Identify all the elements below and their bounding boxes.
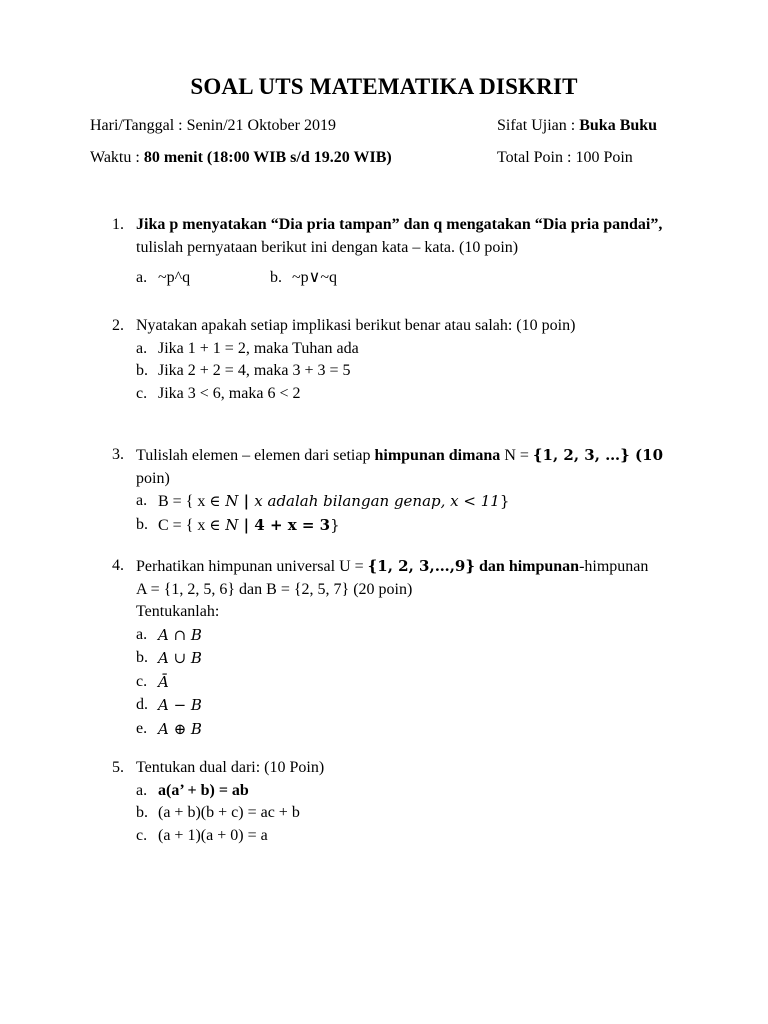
item-letter: b. [136,362,148,379]
option-text: ~p^q [158,269,191,286]
question-text [136,555,692,579]
list-item [136,671,692,695]
question-text-part: -himpunan [579,558,649,575]
item-text: Jika 3 < 6, maka 6 < 2 [158,384,301,402]
question-text: Jika p menyatakan “Dia pria tampan” dan q mengatakan “Dia pria pandai”, [136,216,663,233]
list-item [136,802,692,825]
question-number: 4. [112,557,124,574]
question-text-bold: himpunan dimana [374,447,501,464]
exam-date: Hari/Tanggal : Senin/21 Oktober 2019 [90,117,336,134]
question-text: Nyatakan apakah setiap implikasi berikut benar atau salah: (10 poin) [136,317,576,334]
item-text: B = { x [158,493,210,510]
exam-total-points: Total Poin : 100 Poin [497,149,633,166]
item-text: (a + b)(b + c) = ac + b [158,804,300,821]
item-math: Ā [158,672,169,691]
item-text: a(a’ + b) = ab [158,781,249,799]
list-item [136,490,692,514]
item-text: (a + 1)(a + 0) = a [158,826,268,844]
question-text-part: N = [500,447,533,464]
exam-time [90,149,392,167]
question-number: 2. [112,317,124,334]
exam-nature-value: Buka Buku [579,117,658,134]
list-item [136,780,692,803]
option-letter: a. [136,269,148,286]
list-item [136,624,692,648]
element-of-symbol: ∈ [209,492,226,510]
option-letter: b. [270,269,282,286]
item-letter: a. [136,781,148,799]
question-text-part: Perhatikan himpunan universal U = [136,558,368,575]
item-letter: a. [136,625,148,643]
set-notation: {1, 2, 3, …} (10 [532,446,664,464]
question-number: 5. [112,759,124,776]
exam-nature [497,117,657,135]
answer-options [136,267,692,289]
question-text: Tentukanlah: [136,603,220,620]
list-item [136,647,692,671]
item-letter: b. [136,649,148,666]
page-title: SOAL UTS MATEMATIKA DISKRIT [190,74,578,99]
question-5 [112,757,692,847]
question-text-bold: dan himpunan [475,558,580,575]
list-item [136,383,692,406]
item-math: A ⊕ B [158,719,202,738]
item-math: A − B [158,696,202,714]
item-text: Jika 2 + 2 = 4, maka 3 + 3 = 5 [158,362,351,379]
question-text [136,444,692,468]
item-text: C = { x [158,516,210,534]
item-math: A ∪ B [158,649,202,667]
set-condition: 4 + x = 3 [254,515,331,534]
list-item [136,338,692,361]
list-item [136,718,692,742]
item-letter: a. [136,339,148,357]
item-letter: e. [136,719,148,737]
item-letter: c. [136,826,148,844]
set-condition: x adalah bilangan genap, x < 11 [254,492,500,510]
question-text: Tentukan dual dari: (10 Poin) [136,759,325,776]
set-close-brace: } [330,515,340,534]
list-item [136,360,692,383]
option-text: ~p∨~q [292,269,338,286]
exam-nature-prefix: Sifat Ujian : [497,117,580,134]
set-name: N [225,515,239,534]
item-letter: d. [136,696,148,713]
question-1 [112,214,692,289]
set-close-brace: } [499,492,510,510]
such-that-bar: | [238,515,255,534]
question-3 [112,444,692,537]
such-that-bar: | [238,492,255,510]
question-4 [112,555,692,741]
item-text: Jika 1 + 1 = 2, maka Tuhan ada [158,339,359,357]
item-letter: c. [136,672,148,690]
item-letter: b. [136,515,148,533]
list-item [136,514,692,538]
item-math: A ∩ B [158,625,202,644]
element-of-symbol: ∈ [209,515,226,534]
exam-time-value: 80 menit (18:00 WIB s/d 19.20 WIB) [143,149,392,166]
set-name: N [225,492,239,510]
set-notation: {1, 2, 3,…,9} [367,557,476,575]
question-text: A = {1, 2, 5, 6} dan B = {2, 5, 7} (20 poin) [136,580,413,598]
question-number: 3. [112,446,124,463]
question-text: poin) [136,469,170,487]
question-text-part: Tulislah elemen – elemen dari setiap [136,447,375,464]
list-item [136,825,692,848]
item-letter: a. [136,492,148,509]
list-item [136,694,692,718]
item-letter: c. [136,384,148,402]
question-number: 1. [112,216,124,233]
exam-time-prefix: Waktu : [90,149,144,166]
item-letter: b. [136,804,148,821]
question-text: tulislah pernyataan berikut ini dengan kata – kata. (10 poin) [136,238,519,256]
question-2 [112,315,692,405]
